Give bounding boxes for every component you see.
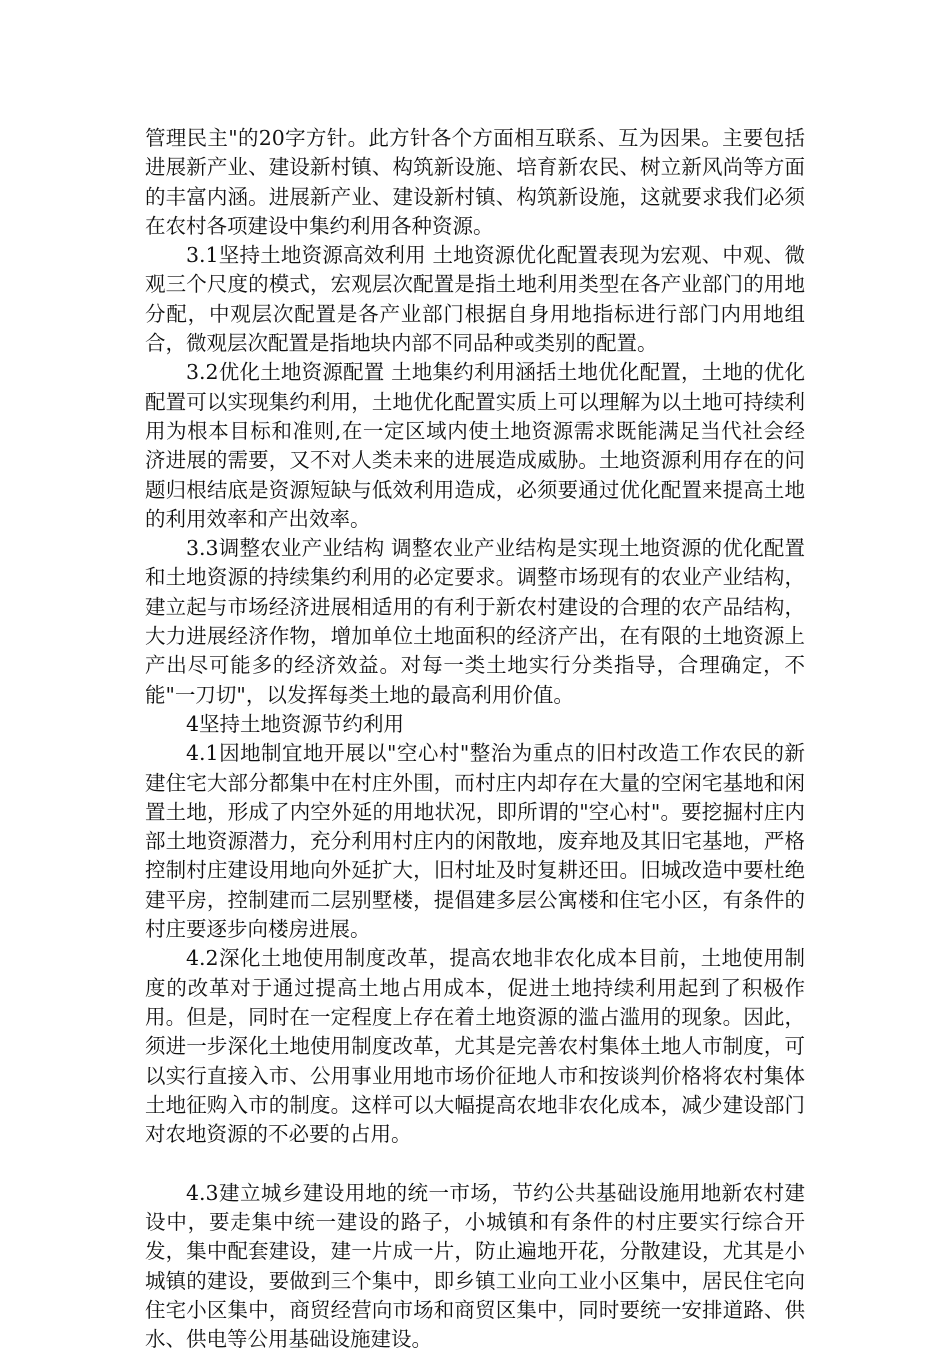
paragraph-3-2: 3.2优化土地资源配置 土地集约利用涵括土地优化配置，土地的优化配置可以实现集约利用，土地优化配置实质上可以理解为以土地可持续利用为根本目标和准则,在一定区域内使土地资源需求既能满足当代社会经济进展的需要，又不对人类未来的进展造成威胁。土地资源利用存在的问题归根结底是资源短缺与低效利用造成，必须要通过优化配置来提高土地的利用效率和产出效率。 (145, 360, 805, 531)
paragraph-4-1: 4.1因地制宜地开展以"空心村"整治为重点的旧村改造工作农民的新建住宅大部分都集中在村庄外围，而村庄内却存在大量的空闲宅基地和闲置土地，形成了内空外延的用地状况，即所谓的"空心村"。要挖掘村庄内部土地资源潜力，充分利用村庄内的闲散地，废弃地及其旧宅基地，严格控制村庄建设用地向外延扩大，旧村址及时复耕还田。旧城改造中要杜绝建平房，控制建而二层别墅楼，提倡建多层公寓楼和住宅小区，有条件的村庄要逐步向楼房进展。 (145, 741, 805, 942)
paragraph-4-3: 4.3建立城乡建设用地的统一市场，节约公共基础设施用地新农村建设中，要走集中统一建设的路子，小城镇和有条件的村庄要实行综合开发，集中配套建设，建一片成一片，防止遍地开花，分散建设，尤其是小城镇的建设，要做到三个集中，即乡镇工业向工业小区集中，居民住宅向住宅小区集中，商贸经营向市场和商贸区集中，同时要统一安排道路、供水、供电等公用基础设施建设。 (145, 1180, 805, 1352)
paragraph-3-1: 3.1坚持土地资源高效利用 土地资源优化配置表现为宏观、中观、微观三个尺度的模式，宏观层次配置是指土地利用类型在各产业部门的用地分配，中观层次配置是各产业部门根据自身用地指标进行部门内用地组合，微观层次配置是指地块内部不同品种或类别的配置。 (145, 243, 805, 356)
paragraph-4-2: 4.2深化土地使用制度改革，提高农地非农化成本目前，土地使用制度的改革对于通过提高土地占用成本，促进土地持续利用起到了积极作用。但是，同时在一定程度上存在着土地资源的滥占滥用的现象。因此，须进一步深化土地使用制度改革，尤其是完善农村集体土地人市制度，可以实行直接入市、公用事业用地市场价征地人市和按谈判价格将农村集体土地征购入市的制度。这样可以大幅提高农地非农化成本，减少建设部门对农地资源的不必要的占用。 (145, 946, 805, 1147)
paragraph-rural-principles: 管理民主"的20字方针。此方针各个方面相互联系、互为因果。主要包括进展新产业、建设新村镇、构筑新设施、培育新农民、树立新风尚等方面的丰富内涵。进展新产业、建设新村镇、构筑新设施，这就要求我们必须在农村各项建设中集约利用各种资源。 (145, 126, 805, 238)
document-page (145, 124, 805, 1354)
section-heading-4: 4坚持土地资源节约利用 (186, 711, 405, 736)
paragraph-3-3: 3.3调整农业产业结构 调整农业产业结构是实现土地资源的优化配置和土地资源的持续集约利用的必定要求。调整市场现有的农业产业结构，建立起与市场经济进展相适用的有利于新农村建设的合理的农产品结构，大力进展经济作物，增加单位土地面积的经济产出，在有限的土地资源上产出尽可能多的经济效益。对每一类土地实行分类指导，合理确定，不能"一刀切"，以发挥每类土地的最高利用价值。 (145, 536, 805, 707)
paragraph-spacer (145, 1149, 805, 1178)
